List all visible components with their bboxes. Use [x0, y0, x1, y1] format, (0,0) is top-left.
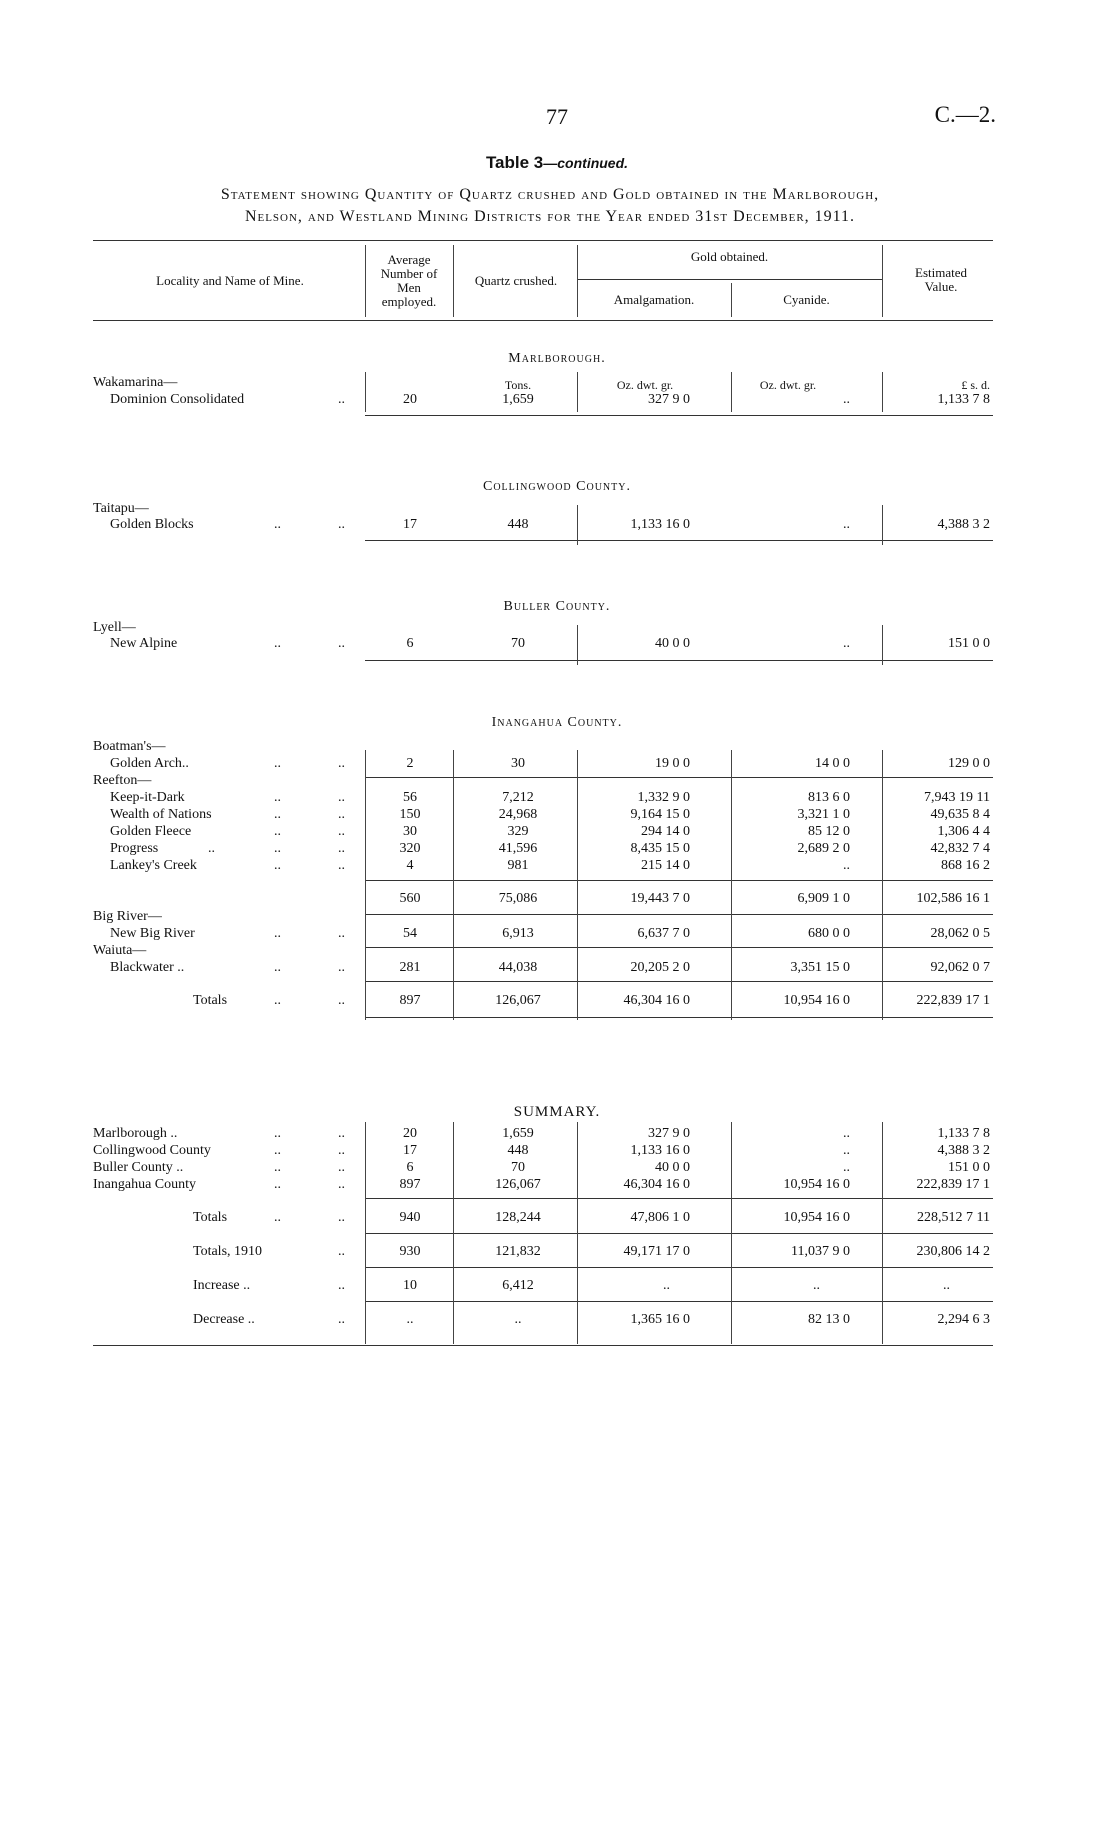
value-cell: 92,062 0 7 — [930, 960, 990, 975]
unit-amalgamation: Oz. dwt. gr. — [616, 378, 674, 392]
mine-name: Lankey's Creek — [110, 858, 197, 873]
cyanide-cell: 10,954 16 0 — [783, 1177, 850, 1192]
table-row — [0, 516, 1114, 534]
quartz-cell: 30 — [511, 756, 525, 771]
col-header-locality: Locality and Name of Mine. — [156, 273, 304, 288]
col-divider — [365, 245, 366, 317]
quartz-cell: 981 — [507, 858, 529, 873]
col-divider — [577, 750, 578, 1020]
totals-label: Totals — [193, 993, 228, 1008]
statement-line-2: Nelson, and Westland Mining Districts for the Year ended 31st December, 1911. — [244, 208, 856, 225]
cyanide-cell: 14 0 0 — [815, 756, 850, 771]
col-divider — [577, 1122, 578, 1344]
col-divider — [577, 372, 578, 412]
summary-totals-row — [0, 1209, 1114, 1227]
col-divider — [453, 750, 454, 1020]
col-divider — [365, 750, 366, 1020]
value-cell: 151 0 0 — [948, 636, 990, 651]
cyanide-cell: 82 13 0 — [808, 1312, 850, 1327]
value-cell: 2,294 6 3 — [937, 1312, 990, 1327]
men-cell: 940 — [399, 1210, 421, 1225]
leader-dots: .. — [338, 858, 345, 873]
col-divider — [882, 1122, 883, 1344]
quartz-cell: 448 — [507, 517, 529, 532]
section-rule — [365, 1301, 993, 1302]
summary-row — [0, 1176, 1114, 1194]
men-cell: 54 — [403, 926, 417, 941]
cyanide-cell: 85 12 0 — [808, 824, 850, 839]
cyanide-cell: .. — [843, 858, 850, 873]
cyanide-cell: .. — [843, 392, 850, 407]
leader-dots: .. — [338, 1177, 345, 1192]
col-divider — [365, 372, 366, 412]
cyanide-cell: 6,909 1 0 — [797, 891, 850, 906]
value-cell: 222,839 17 1 — [916, 993, 990, 1008]
table-row — [0, 635, 1114, 653]
table-bottom-rule — [93, 1345, 993, 1346]
col-header-gold: Gold obtained. — [690, 249, 769, 264]
leader-dots: .. — [338, 807, 345, 822]
col-divider — [577, 505, 578, 545]
leader-dots: .. — [208, 841, 215, 856]
cyanide-cell: 10,954 16 0 — [783, 993, 850, 1008]
col-header-men-line: Average — [387, 252, 431, 267]
value-cell: 28,062 0 5 — [930, 926, 990, 941]
col-divider — [365, 1122, 366, 1344]
col-divider — [731, 1122, 732, 1344]
group-label — [0, 738, 1114, 756]
value-cell: 1,133 7 8 — [937, 392, 990, 407]
quartz-cell: 70 — [511, 1160, 525, 1175]
value-cell: 7,943 19 11 — [924, 790, 990, 805]
summary-totals-1910-row — [0, 1243, 1114, 1261]
mine-name: Dominion Consolidated — [110, 392, 245, 407]
mine-name: Golden Blocks — [110, 517, 194, 532]
unit-value: £ s. d. — [961, 378, 990, 392]
leader-dots: .. — [274, 1126, 281, 1141]
district-name: Marlborough .. — [93, 1126, 178, 1141]
statement-heading — [80, 184, 1020, 228]
leader-dots: .. — [338, 517, 345, 532]
cyanide-cell: .. — [843, 517, 850, 532]
men-cell: 930 — [399, 1244, 421, 1259]
group-label — [0, 942, 1114, 960]
table-row — [0, 925, 1114, 943]
leader-dots: .. — [274, 807, 281, 822]
leader-dots: .. — [338, 1278, 345, 1293]
leader-dots: .. — [338, 993, 345, 1008]
leader-dots: .. — [338, 1143, 345, 1158]
leader-dots: .. — [274, 636, 281, 651]
section-rule — [365, 1267, 993, 1268]
value-cell: .. — [943, 1278, 950, 1293]
amalgamation-cell: 46,304 16 0 — [623, 1177, 690, 1192]
men-cell: 6 — [406, 636, 414, 651]
men-cell: 897 — [399, 1177, 421, 1192]
cyanide-cell: 3,321 1 0 — [797, 807, 850, 822]
table-title-suffix: —continued. — [543, 155, 629, 171]
amalgamation-cell: 8,435 15 0 — [630, 841, 690, 856]
amalgamation-cell: 9,164 15 0 — [630, 807, 690, 822]
leader-dots: .. — [338, 636, 345, 651]
leader-dots: .. — [274, 993, 281, 1008]
amalgamation-cell: 327 9 0 — [648, 392, 690, 407]
col-divider — [882, 750, 883, 1020]
leader-dots: .. — [274, 1160, 281, 1175]
col-header-value — [884, 266, 998, 294]
amalgamation-cell: 1,133 16 0 — [630, 1143, 690, 1158]
col-divider — [453, 1122, 454, 1344]
group-label-text: Big River— — [93, 909, 162, 924]
cyanide-cell: 680 0 0 — [808, 926, 850, 941]
cyanide-cell: .. — [843, 1126, 850, 1141]
col-divider — [882, 505, 883, 545]
leader-dots: .. — [338, 392, 345, 407]
table-row — [0, 755, 1114, 773]
col-header-men — [367, 253, 451, 309]
cyanide-cell: 2,689 2 0 — [797, 841, 850, 856]
value-cell: 129 0 0 — [948, 756, 990, 771]
col-header-quartz: Quartz crushed. — [474, 273, 558, 288]
amalgamation-cell: 1,365 16 0 — [630, 1312, 690, 1327]
col-header-cyanide: Cyanide. — [783, 292, 830, 307]
district-name: Buller County .. — [93, 1160, 184, 1175]
summary-increase-row — [0, 1277, 1114, 1295]
quartz-cell: 6,412 — [502, 1278, 534, 1293]
totals-1910-label: Totals, 1910 — [193, 1244, 263, 1259]
amalgamation-cell: 1,133 16 0 — [630, 517, 690, 532]
quartz-cell: 6,913 — [502, 926, 534, 941]
value-cell: 222,839 17 1 — [916, 1177, 990, 1192]
mine-name: Wealth of Nations — [110, 807, 212, 822]
leader-dots: .. — [274, 517, 281, 532]
mine-name: Blackwater .. — [110, 960, 185, 975]
value-cell: 230,806 14 2 — [916, 1244, 990, 1259]
men-cell: .. — [406, 1312, 414, 1327]
quartz-cell: 70 — [511, 636, 525, 651]
men-cell: 897 — [399, 993, 421, 1008]
leader-dots: .. — [274, 824, 281, 839]
district-name: Collingwood County — [93, 1143, 211, 1158]
quartz-cell: 7,212 — [502, 790, 534, 805]
summary-decrease-row — [0, 1311, 1114, 1329]
value-cell: 1,133 7 8 — [937, 1126, 990, 1141]
amalgamation-cell: 6,637 7 0 — [637, 926, 690, 941]
section-rule — [365, 660, 993, 661]
quartz-cell: 75,086 — [498, 891, 538, 906]
col-divider — [882, 245, 883, 317]
quartz-cell: 329 — [507, 824, 529, 839]
section-rule — [365, 415, 993, 416]
amalgamation-cell: 20,205 2 0 — [630, 960, 690, 975]
table-row — [0, 789, 1114, 807]
section-rule — [365, 1017, 993, 1018]
decrease-label: Decrease .. — [193, 1312, 255, 1327]
group-label-text: Boatman's— — [93, 739, 166, 754]
header-top-rule — [93, 240, 993, 241]
col-divider — [453, 245, 454, 317]
header-bottom-rule — [93, 320, 993, 321]
leader-dots: .. — [338, 960, 345, 975]
amalgamation-cell: 40 0 0 — [655, 1160, 690, 1175]
group-label-text: Wakamarina— — [93, 375, 178, 390]
amalgamation-cell: 294 14 0 — [641, 824, 690, 839]
leader-dots: .. — [274, 1210, 281, 1225]
leader-dots: .. — [338, 926, 345, 941]
leader-dots: .. — [274, 960, 281, 975]
value-cell: 1,306 4 4 — [937, 824, 990, 839]
col-divider — [882, 625, 883, 665]
men-cell: 2 — [406, 756, 414, 771]
section-rule — [365, 981, 993, 982]
amalgamation-cell: 327 9 0 — [648, 1126, 690, 1141]
col-header-amalgamation: Amalgamation. — [613, 292, 695, 307]
leader-dots: .. — [274, 756, 281, 771]
col-divider — [577, 625, 578, 665]
section-marlborough: Marlborough. — [508, 351, 606, 366]
col-header-men-line: Men — [397, 280, 421, 295]
table-row — [0, 391, 1114, 409]
men-cell: 17 — [403, 517, 417, 532]
quartz-cell: 44,038 — [498, 960, 538, 975]
men-cell: 4 — [406, 858, 414, 873]
totals-label: Totals — [193, 1210, 228, 1225]
table-row — [0, 823, 1114, 841]
table-row — [0, 806, 1114, 824]
summary-row — [0, 1142, 1114, 1160]
amalgamation-cell: 19,443 7 0 — [630, 891, 690, 906]
men-cell: 10 — [403, 1278, 417, 1293]
group-label-text: Waiuta— — [93, 943, 147, 958]
value-cell: 42,832 7 4 — [930, 841, 990, 856]
quartz-cell: 128,244 — [495, 1210, 541, 1225]
summary-row — [0, 1125, 1114, 1143]
quartz-cell: 1,659 — [502, 1126, 534, 1141]
col-header-men-line: employed. — [381, 294, 437, 309]
leader-dots: .. — [274, 1143, 281, 1158]
amalgamation-cell: 40 0 0 — [655, 636, 690, 651]
section-rule — [365, 1198, 993, 1199]
leader-dots: .. — [338, 1312, 345, 1327]
men-cell: 560 — [399, 891, 421, 906]
district-name: Inangahua County — [93, 1177, 197, 1192]
col-header-value-line: Estimated — [915, 265, 967, 280]
men-cell: 320 — [399, 841, 421, 856]
unit-tons: Tons. — [504, 378, 532, 392]
leader-dots: .. — [338, 841, 345, 856]
leader-dots: .. — [274, 1177, 281, 1192]
men-cell: 6 — [406, 1160, 414, 1175]
value-cell: 49,635 8 4 — [930, 807, 990, 822]
leader-dots: .. — [274, 926, 281, 941]
cyanide-cell: 11,037 9 0 — [791, 1244, 850, 1259]
section-buller: Buller County. — [503, 599, 611, 614]
group-label — [0, 772, 1114, 790]
men-cell: 281 — [399, 960, 421, 975]
value-cell: 4,388 3 2 — [937, 517, 990, 532]
cyanide-cell: 3,351 15 0 — [790, 960, 850, 975]
value-cell: 102,586 16 1 — [916, 891, 990, 906]
cyanide-cell: .. — [843, 1160, 850, 1175]
leader-dots: .. — [338, 790, 345, 805]
col-divider — [731, 372, 732, 412]
amalgamation-cell: 215 14 0 — [641, 858, 690, 873]
table-row — [0, 959, 1114, 977]
leader-dots: .. — [274, 790, 281, 805]
cyanide-cell: .. — [843, 1143, 850, 1158]
mine-name: Progress — [110, 841, 159, 856]
section-inangahua: Inangahua County. — [491, 715, 623, 730]
mine-name: Golden Arch.. — [110, 756, 189, 771]
amalgamation-cell: .. — [663, 1278, 670, 1293]
cyanide-cell: 813 6 0 — [808, 790, 850, 805]
gold-subheader-rule — [577, 279, 882, 280]
leader-dots: .. — [338, 824, 345, 839]
leader-dots: .. — [338, 1210, 345, 1225]
section-collingwood: Collingwood County. — [483, 479, 631, 494]
totals-row — [0, 992, 1114, 1010]
men-cell: 150 — [399, 807, 421, 822]
mine-name: New Alpine — [110, 636, 178, 651]
leader-dots: .. — [338, 1160, 345, 1175]
subtotal-rule — [365, 880, 993, 881]
summary-row — [0, 1159, 1114, 1177]
leader-dots: .. — [338, 1244, 345, 1259]
group-label — [0, 908, 1114, 926]
group-label — [0, 374, 1114, 392]
unit-cyanide: Oz. dwt. gr. — [759, 378, 817, 392]
leader-dots: .. — [338, 756, 345, 771]
men-cell: 20 — [403, 392, 417, 407]
section-summary: SUMMARY. — [513, 1104, 601, 1120]
amalgamation-cell: 19 0 0 — [655, 756, 690, 771]
men-cell: 17 — [403, 1143, 417, 1158]
group-label-text: Lyell— — [93, 620, 136, 635]
value-cell: 151 0 0 — [948, 1160, 990, 1175]
col-divider — [731, 750, 732, 1020]
quartz-cell: 126,067 — [495, 993, 541, 1008]
mine-name: Keep-it-Dark — [110, 790, 185, 805]
group-label-text: Taitapu— — [93, 501, 149, 516]
quartz-cell: .. — [514, 1312, 522, 1327]
page-number: 77 — [546, 104, 568, 129]
quartz-cell: 1,659 — [502, 392, 534, 407]
table-title — [0, 153, 1114, 173]
increase-label: Increase .. — [193, 1278, 251, 1293]
cyanide-cell: .. — [813, 1278, 820, 1293]
cyanide-cell: .. — [843, 636, 850, 651]
leader-dots: .. — [338, 1126, 345, 1141]
leader-dots: .. — [274, 858, 281, 873]
men-cell: 20 — [403, 1126, 417, 1141]
quartz-cell: 41,596 — [498, 841, 538, 856]
quartz-cell: 121,832 — [495, 1244, 541, 1259]
quartz-cell: 24,968 — [498, 807, 538, 822]
section-rule — [365, 540, 993, 541]
document-code: C.—2. — [934, 102, 996, 127]
men-cell: 56 — [403, 790, 417, 805]
value-cell: 228,512 7 11 — [917, 1210, 990, 1225]
amalgamation-cell: 1,332 9 0 — [637, 790, 690, 805]
leader-dots: .. — [274, 841, 281, 856]
col-divider — [882, 372, 883, 412]
quartz-cell: 126,067 — [495, 1177, 541, 1192]
group-label-text: Reefton— — [93, 773, 152, 788]
amalgamation-cell: 47,806 1 0 — [630, 1210, 690, 1225]
subtotal-row — [0, 890, 1114, 908]
table-row — [0, 840, 1114, 858]
col-header-value-line: Value. — [924, 279, 958, 294]
quartz-cell: 448 — [507, 1143, 529, 1158]
table-title-main: Table 3 — [485, 153, 544, 172]
table-row — [0, 857, 1114, 875]
men-cell: 30 — [403, 824, 417, 839]
mine-name: New Big River — [110, 926, 195, 941]
amalgamation-cell: 46,304 16 0 — [623, 993, 690, 1008]
statement-line-1: Statement showing Quantity of Quartz crushed and Gold obtained in the Marlborough, — [220, 186, 880, 203]
mine-name: Golden Fleece — [110, 824, 192, 839]
col-header-men-line: Number of — [380, 266, 438, 281]
section-rule — [365, 1233, 993, 1234]
value-cell: 868 16 2 — [941, 858, 990, 873]
value-cell: 4,388 3 2 — [937, 1143, 990, 1158]
amalgamation-cell: 49,171 17 0 — [623, 1244, 690, 1259]
cyanide-cell: 10,954 16 0 — [783, 1210, 850, 1225]
